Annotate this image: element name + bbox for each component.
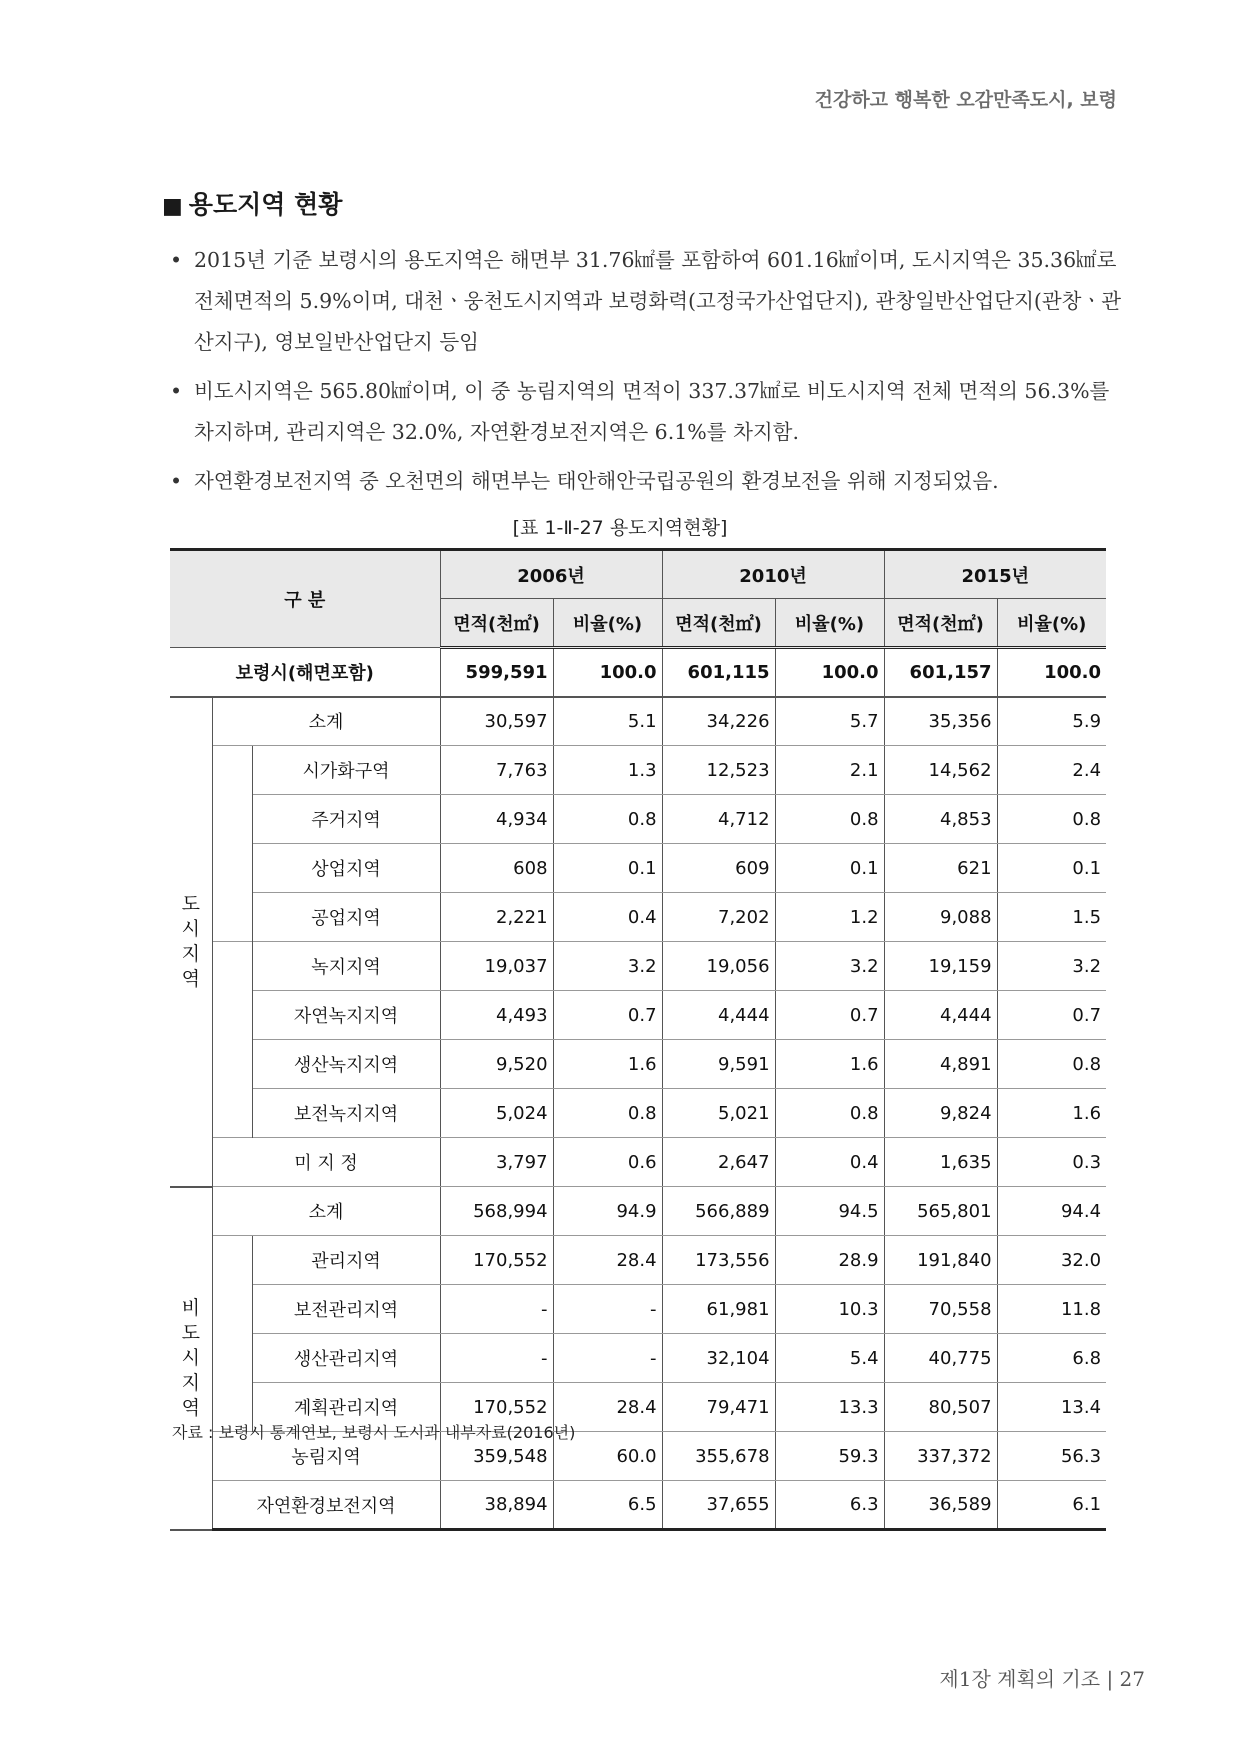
table-row — [170, 1285, 1106, 1334]
row-label: 생산관리지역 — [252, 1334, 440, 1383]
category-char: 역 — [181, 1396, 200, 1419]
ratio-cell: 0.1 — [553, 844, 662, 893]
bullet-text: 2015년 기준 보령시의 용도지역은 해면부 31.76㎢를 포함하여 601.16㎢이며, 도시지역은 35.36㎢로 전체면적의 5.9%이며, 대천ㆍ웅천도시지역과 보령화력(고정국가산업단지), 관창일반산업단지(관창ㆍ관산지구), 영보일반산업단지 등임 — [194, 248, 1122, 354]
area-cell: 4,853 — [884, 795, 997, 844]
ratio-cell: 0.4 — [775, 1138, 884, 1187]
category-char: 역 — [181, 967, 200, 990]
header-area: 면적(천㎡) — [662, 599, 775, 648]
area-cell: 609 — [662, 844, 775, 893]
header-ratio: 비율(%) — [775, 599, 884, 648]
area-cell: 608 — [440, 844, 553, 893]
ratio-cell: 0.7 — [553, 991, 662, 1040]
area-cell: 9,520 — [440, 1040, 553, 1089]
ratio-cell: 28.4 — [553, 1236, 662, 1285]
area-cell: 170,552 — [440, 1236, 553, 1285]
area-cell: 34,226 — [662, 697, 775, 746]
area-cell: 38,894 — [440, 1481, 553, 1530]
running-header: 건강하고 행복한 오감만족도시, 보령 — [814, 89, 1117, 111]
bullet-item — [168, 240, 1130, 363]
ratio-cell: 94.9 — [553, 1187, 662, 1236]
area-cell: 601,115 — [662, 648, 775, 697]
area-cell: 9,088 — [884, 893, 997, 942]
header-ratio: 비율(%) — [553, 599, 662, 648]
bullet-text: 자연환경보전지역 중 오천면의 해면부는 태안해안국립공원의 환경보전을 위해 지정되었음. — [194, 469, 999, 493]
area-cell: 7,763 — [440, 746, 553, 795]
indent-spacer — [212, 942, 252, 1138]
row-label: 녹지지역 — [252, 942, 440, 991]
category-char: 지 — [181, 1371, 200, 1394]
row-label: 보전녹지지역 — [252, 1089, 440, 1138]
area-cell: 79,471 — [662, 1383, 775, 1432]
ratio-cell: 11.8 — [997, 1285, 1106, 1334]
land-use-table — [170, 548, 1106, 1531]
ratio-cell: 0.8 — [775, 795, 884, 844]
ratio-cell: 1.2 — [775, 893, 884, 942]
ratio-cell: 3.2 — [775, 942, 884, 991]
ratio-cell: 32.0 — [997, 1236, 1106, 1285]
row-label: 농림지역 — [212, 1432, 440, 1481]
ratio-cell: 0.6 — [553, 1138, 662, 1187]
area-cell: 2,221 — [440, 893, 553, 942]
row-label: 보전관리지역 — [252, 1285, 440, 1334]
ratio-cell: 6.1 — [997, 1481, 1106, 1530]
area-cell: 4,444 — [662, 991, 775, 1040]
bullet-item — [168, 461, 1130, 502]
ratio-cell: 6.5 — [553, 1481, 662, 1530]
area-cell: 36,589 — [884, 1481, 997, 1530]
area-cell: 9,591 — [662, 1040, 775, 1089]
area-cell: 1,635 — [884, 1138, 997, 1187]
header-year: 2015년 — [884, 550, 1106, 599]
ratio-cell: 3.2 — [997, 942, 1106, 991]
ratio-cell: 0.8 — [553, 1089, 662, 1138]
ratio-cell: 0.3 — [997, 1138, 1106, 1187]
category-char: 시 — [181, 1346, 200, 1369]
row-label: 관리지역 — [252, 1236, 440, 1285]
bullet-dot-icon: • — [170, 248, 183, 272]
ratio-cell: 94.5 — [775, 1187, 884, 1236]
area-cell: 355,678 — [662, 1432, 775, 1481]
square-bullet-icon: ■ — [162, 194, 183, 219]
area-cell: 40,775 — [884, 1334, 997, 1383]
area-cell: 4,712 — [662, 795, 775, 844]
table-row-total — [170, 648, 1106, 697]
ratio-cell: 0.7 — [775, 991, 884, 1040]
header-area: 면적(천㎡) — [884, 599, 997, 648]
category-label — [170, 1187, 212, 1530]
area-cell: 337,372 — [884, 1432, 997, 1481]
area-cell: 4,493 — [440, 991, 553, 1040]
page-footer: 제1장 계획의 기조 | 27 — [939, 1667, 1145, 1691]
table-row — [170, 1481, 1106, 1530]
ratio-cell: 5.7 — [775, 697, 884, 746]
header-area: 면적(천㎡) — [440, 599, 553, 648]
indent-spacer — [212, 1236, 252, 1432]
indent-spacer — [212, 746, 252, 942]
area-cell: 170,552 — [440, 1383, 553, 1432]
area-cell: 173,556 — [662, 1236, 775, 1285]
area-cell: 5,024 — [440, 1089, 553, 1138]
area-cell: 601,157 — [884, 648, 997, 697]
category-char: 도 — [181, 892, 200, 915]
row-label: 상업지역 — [252, 844, 440, 893]
table-row — [170, 697, 1106, 746]
area-cell: 19,056 — [662, 942, 775, 991]
area-cell: 80,507 — [884, 1383, 997, 1432]
ratio-cell: 100.0 — [997, 648, 1106, 697]
ratio-cell: - — [553, 1285, 662, 1334]
ratio-cell: 60.0 — [553, 1432, 662, 1481]
bullet-dot-icon: • — [170, 469, 183, 493]
ratio-cell: 1.6 — [775, 1040, 884, 1089]
ratio-cell: 5.4 — [775, 1334, 884, 1383]
ratio-cell: 28.4 — [553, 1383, 662, 1432]
category-char: 비 — [181, 1296, 200, 1319]
area-cell: 19,159 — [884, 942, 997, 991]
category-char: 시 — [181, 917, 200, 940]
ratio-cell: 10.3 — [775, 1285, 884, 1334]
table-row — [170, 1236, 1106, 1285]
table-row — [170, 1089, 1106, 1138]
ratio-cell: 0.1 — [775, 844, 884, 893]
area-cell: 61,981 — [662, 1285, 775, 1334]
area-cell: 599,591 — [440, 648, 553, 697]
area-cell: 9,824 — [884, 1089, 997, 1138]
area-cell: 2,647 — [662, 1138, 775, 1187]
table-source-note: 자료 : 보령시 통계연보, 보령시 도시과 내부자료(2016년) — [172, 1423, 576, 1442]
row-label: 공업지역 — [252, 893, 440, 942]
area-cell: 565,801 — [884, 1187, 997, 1236]
table-row — [170, 1040, 1106, 1089]
ratio-cell: 6.8 — [997, 1334, 1106, 1383]
ratio-cell: 3.2 — [553, 942, 662, 991]
area-cell: 12,523 — [662, 746, 775, 795]
ratio-cell: 1.6 — [553, 1040, 662, 1089]
header-ratio: 비율(%) — [997, 599, 1106, 648]
area-cell: 4,934 — [440, 795, 553, 844]
category-char: 도 — [181, 1321, 200, 1344]
table-row — [170, 795, 1106, 844]
ratio-cell: 6.3 — [775, 1481, 884, 1530]
row-label: 계획관리지역 — [252, 1383, 440, 1432]
ratio-cell: 13.4 — [997, 1383, 1106, 1432]
area-cell: 3,797 — [440, 1138, 553, 1187]
area-cell: 5,021 — [662, 1089, 775, 1138]
category-label — [170, 697, 212, 1187]
ratio-cell: 1.6 — [997, 1089, 1106, 1138]
area-cell: 19,037 — [440, 942, 553, 991]
bullet-list — [168, 240, 1130, 510]
area-cell: 191,840 — [884, 1236, 997, 1285]
row-label: 시가화구역 — [252, 746, 440, 795]
table-row — [170, 1138, 1106, 1187]
ratio-cell: 5.9 — [997, 697, 1106, 746]
ratio-cell: 0.8 — [997, 1040, 1106, 1089]
table-row — [170, 844, 1106, 893]
row-label: 소계 — [212, 1187, 440, 1236]
row-label: 생산녹지지역 — [252, 1040, 440, 1089]
section-title-text: 용도지역 현황 — [188, 190, 343, 219]
ratio-cell: 13.3 — [775, 1383, 884, 1432]
ratio-cell: 0.8 — [553, 795, 662, 844]
area-cell: 70,558 — [884, 1285, 997, 1334]
row-label: 소계 — [212, 697, 440, 746]
area-cell: 7,202 — [662, 893, 775, 942]
ratio-cell: 1.5 — [997, 893, 1106, 942]
ratio-cell: 28.9 — [775, 1236, 884, 1285]
ratio-cell: 0.4 — [553, 893, 662, 942]
table-row — [170, 942, 1106, 991]
ratio-cell: 1.3 — [553, 746, 662, 795]
ratio-cell: 0.8 — [997, 795, 1106, 844]
ratio-cell: 2.1 — [775, 746, 884, 795]
ratio-cell: 59.3 — [775, 1432, 884, 1481]
area-cell: 566,889 — [662, 1187, 775, 1236]
ratio-cell: 94.4 — [997, 1187, 1106, 1236]
row-label: 주거지역 — [252, 795, 440, 844]
area-cell: 4,891 — [884, 1040, 997, 1089]
table-row — [170, 893, 1106, 942]
bullet-text: 비도시지역은 565.80㎢이며, 이 중 농림지역의 면적이 337.37㎢로 비도시지역 전체 면적의 56.3%를 차지하며, 관리지역은 32.0%, 자연환경보전지역은 6.1%를 차지함. — [194, 379, 1110, 444]
ratio-cell: 0.8 — [775, 1089, 884, 1138]
ratio-cell: 100.0 — [553, 648, 662, 697]
header-gubun: 구 분 — [170, 550, 440, 648]
row-label: 보령시(해면포함) — [170, 648, 440, 697]
ratio-cell: 0.7 — [997, 991, 1106, 1040]
row-label: 미 지 정 — [212, 1138, 440, 1187]
ratio-cell: 2.4 — [997, 746, 1106, 795]
table-row — [170, 991, 1106, 1040]
area-cell: 4,444 — [884, 991, 997, 1040]
area-cell: 35,356 — [884, 697, 997, 746]
area-cell: - — [440, 1334, 553, 1383]
area-cell: 30,597 — [440, 697, 553, 746]
row-label: 자연환경보전지역 — [212, 1481, 440, 1530]
table-row — [170, 1334, 1106, 1383]
ratio-cell: 5.1 — [553, 697, 662, 746]
area-cell: 14,562 — [884, 746, 997, 795]
table-caption: [표 1-Ⅱ-27 용도지역현황] — [512, 517, 728, 539]
ratio-cell: 0.1 — [997, 844, 1106, 893]
table-row — [170, 746, 1106, 795]
section-title — [162, 185, 342, 221]
area-cell: 568,994 — [440, 1187, 553, 1236]
table-row — [170, 1187, 1106, 1236]
bullet-item — [168, 371, 1130, 453]
row-label: 자연녹지지역 — [252, 991, 440, 1040]
ratio-cell: 100.0 — [775, 648, 884, 697]
bullet-dot-icon: • — [170, 379, 183, 403]
area-cell: 359,548 — [440, 1432, 553, 1481]
header-year: 2006년 — [440, 550, 662, 599]
area-cell: 621 — [884, 844, 997, 893]
area-cell: 37,655 — [662, 1481, 775, 1530]
header-year: 2010년 — [662, 550, 884, 599]
area-cell: - — [440, 1285, 553, 1334]
ratio-cell: - — [553, 1334, 662, 1383]
area-cell: 32,104 — [662, 1334, 775, 1383]
ratio-cell: 56.3 — [997, 1432, 1106, 1481]
category-char: 지 — [181, 942, 200, 965]
